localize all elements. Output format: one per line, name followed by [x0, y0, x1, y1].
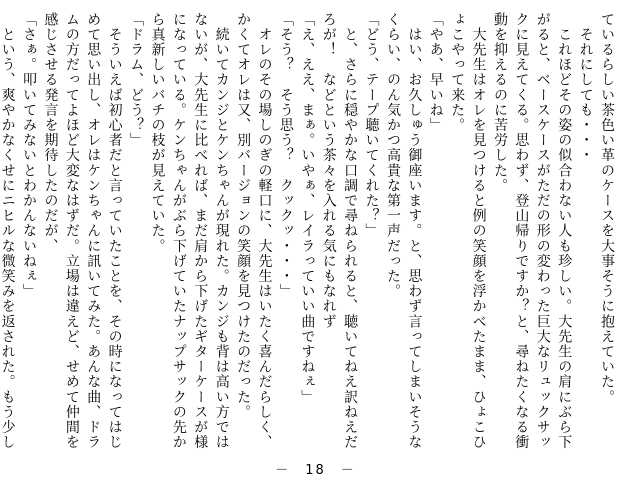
text-line: めて思い出し、オレはケンちゃんに訊いてみた。あんな曲、ドラ [85, 12, 102, 450]
text-line: がると、ベースケースがただの形の変わった巨大なリュックサッ [534, 12, 551, 450]
text-line: 大先生はオレを見つけると例の笑顔を浮かべたまま、ひょこひ [470, 12, 487, 450]
text-line: オレのその場しのぎの軽口に、大先生はいたく喜んだらしく、 [256, 12, 273, 450]
text-line: 「え、ええ、まぁ。いやぁ、レイラっていい曲ですねぇ」 [299, 12, 316, 405]
text-line: 続いてカンジとケンちゃんが現れた。カンジも背は高い方では [213, 12, 230, 450]
text-line: クに見えてくる。思わず、登山帰りですか？と、尋ねたくなる衝 [513, 12, 530, 450]
text-line: ムの方だってよほど大変なはずだ。立場は違えど、せめて仲間を [63, 12, 80, 450]
text-line: という、爽やかなくせにニヒルな微笑みを返された。もう少し [0, 12, 16, 450]
text-line: と、さらに穏やかな口調で尋ねられると、聴いてねえ訳ねえだ [342, 12, 359, 450]
text-line: かくてオレは又、別バージョンの笑顔を見つけたのだった。 [235, 12, 252, 420]
text-line: それにしても・・・ [577, 12, 594, 163]
text-line: になっている。ケンちゃんがぶら下げていたナップサックの先か [170, 12, 187, 450]
text-line: 「やあ、早いね」 [427, 12, 444, 133]
text-line: ているらしい茶色い革のケースを大事そうに抱えていた。 [599, 12, 615, 405]
text-line: 動を抑えるのに苦労した。 [491, 12, 508, 194]
page-number: － 18 － [275, 463, 356, 478]
text-line: これほどその姿の似合わない人も珍しい。大先生の肩にぶら下 [556, 12, 573, 450]
text-line: はい、お久しゅう御座います。と、思わず言ってしまいそうな [406, 12, 423, 450]
text-line: 「そう？ そう思う？ クックッ・・・」 [277, 12, 294, 299]
text-line: 感じさせる発言を期待したのだが、 [42, 12, 59, 254]
text-line: ら真新しいバチの枝が見えていた。 [149, 12, 166, 254]
text-line: くらい、のん気かつ高貴な第一声だった。 [384, 12, 401, 299]
text-line: 「どう、テープ聴いてくれた？」 [363, 12, 380, 239]
text-line: 「ドラム、どう？」 [128, 12, 145, 148]
vertical-text-body [0, 12, 617, 450]
text-line: ょこやって来た。 [449, 12, 466, 133]
text-line: ろが！ などという茶々を入れる気にもなれず [320, 12, 337, 330]
text-line: 「さぁ。叩いてみないとわかんないねぇ」 [21, 12, 38, 299]
text-line: ないが、大先生に比べれば、まだ肩から下げたギターケースが様 [192, 12, 209, 450]
text-line: そういえば初心者だと言っていたことを、その時になってはじ [106, 12, 123, 450]
